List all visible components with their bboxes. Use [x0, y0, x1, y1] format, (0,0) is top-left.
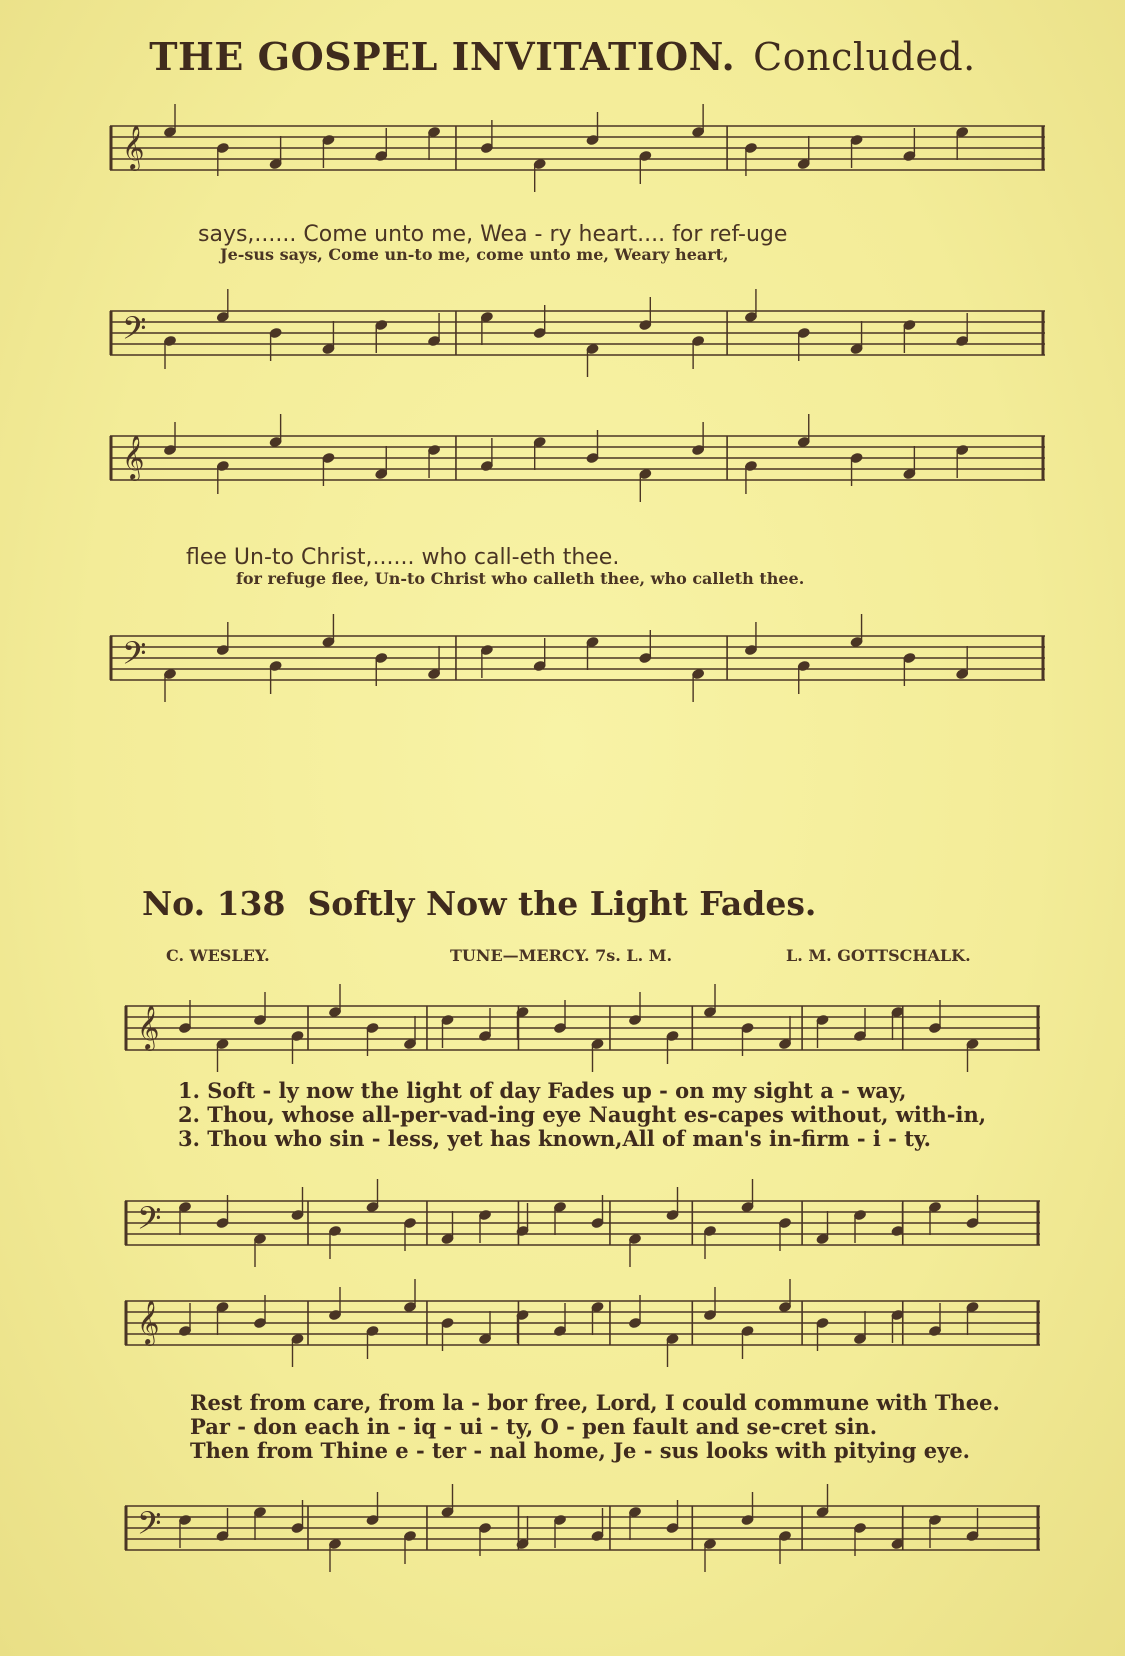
gospel-system-1-bass-staff — [110, 305, 1045, 365]
svg-text:𝄞: 𝄞 — [122, 435, 145, 479]
hymn-composer: L. M. GOTTSCHALK. — [786, 946, 971, 965]
hymn-title: Softly Now the Light Fades. — [307, 884, 817, 923]
gospel-system-2-treble-staff — [110, 430, 1045, 490]
hymn-system-1-treble-staff — [125, 1000, 1040, 1060]
hymn-system-2-treble-staff — [125, 1295, 1040, 1355]
hymn-system-2-bass-staff — [125, 1500, 1040, 1560]
gospel-system-1-sublyric: Je-sus says, Come un-to me, come unto me, Weary heart, — [220, 245, 729, 264]
page-title-suffix: Concluded. — [753, 35, 976, 79]
hymn-verse-3-line-1: 3. Thou who sin - less, yet has known,All of man's in-firm - i - ty. — [178, 1126, 931, 1151]
hymn-verse-1-line-1: 1. Soft - ly now the light of day Fades up - on my sight a - way, — [178, 1078, 907, 1103]
gospel-system-2-sublyric: for refuge flee, Un-to Christ who calleth thee, who calleth thee. — [236, 569, 805, 588]
svg-text:𝄢: 𝄢 — [122, 310, 147, 354]
svg-text:𝄞: 𝄞 — [137, 1005, 160, 1049]
hymn-number: No. 138 — [142, 884, 286, 923]
hymn-verse-1-line-2: Rest from care, from la - bor free, Lord, I could commune with Thee. — [190, 1390, 1000, 1415]
svg-text:𝄞: 𝄞 — [137, 1300, 160, 1344]
gospel-system-2-bass-staff — [110, 630, 1045, 690]
gospel-system-1-treble-staff — [110, 120, 1045, 180]
hymn-verse-2-line-1: 2. Thou, whose all-per-vad-ing eye Naught es-capes without, with-in, — [178, 1102, 987, 1127]
page-title-text: THE GOSPEL INVITATION. — [149, 34, 736, 79]
svg-text:𝄞: 𝄞 — [122, 125, 145, 169]
svg-text:𝄢: 𝄢 — [137, 1505, 162, 1549]
svg-text:𝄢: 𝄢 — [122, 635, 147, 679]
page-title — [0, 34, 1125, 79]
gospel-system-1-lyric: says,...... Come unto me, Wea - ry heart.... for ref-uge — [198, 222, 788, 247]
hymn-tune: TUNE—MERCY. 7s. L. M. — [450, 946, 673, 965]
hymn-system-1-bass-staff — [125, 1195, 1040, 1255]
gospel-system-2-lyric: flee Un-to Christ,...... who call-eth thee. — [186, 545, 620, 570]
hymn-heading — [142, 884, 816, 923]
hymn-author: C. WESLEY. — [166, 946, 270, 965]
hymn-verse-2-line-2: Par - don each in - iq - ui - ty, O - pen fault and se-cret sin. — [190, 1414, 878, 1439]
hymn-verse-3-line-2: Then from Thine e - ter - nal home, Je - sus looks with pitying eye. — [190, 1438, 970, 1463]
svg-text:𝄢: 𝄢 — [137, 1200, 162, 1244]
